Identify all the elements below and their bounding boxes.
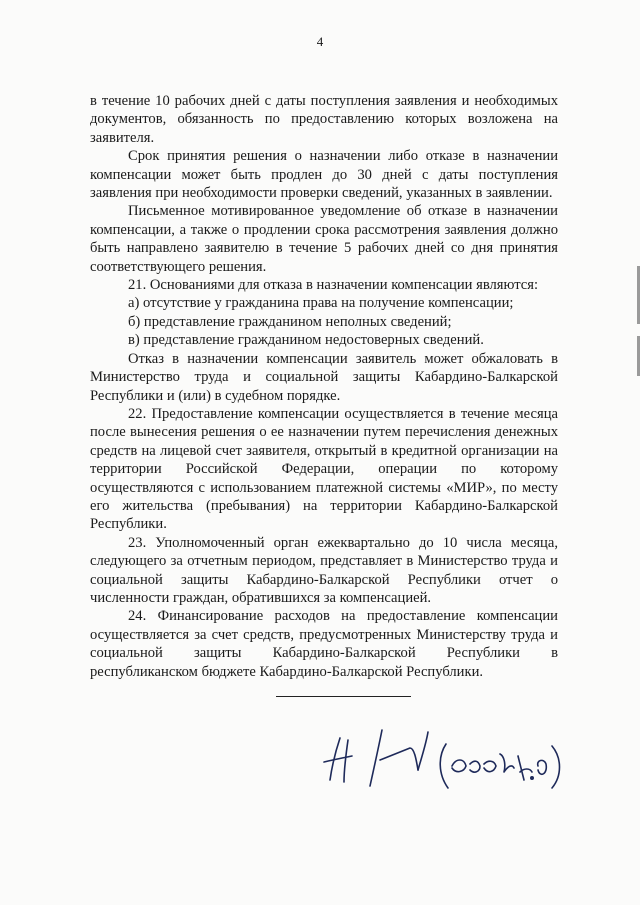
paragraph-24: 24. Финансирование расходов на предоставление компенсации осуществляется за счет средств, предусмотренных Министерству труда и социальной защиты Кабардино-Балкарской Республики в республиканском бюджете Кабардино-Балкарской Республики. (90, 608, 558, 680)
paragraph-refusal-notice: Письменное мотивированное уведомление об отказе в назначении компенсации, а также о продлении срока рассмотрения заявления должно быть направлено заявителю в течение 5 рабочих дней со дня принятия соответствующего решения. (90, 203, 558, 275)
list-item-b: б) представление гражданином неполных сведений; (128, 313, 452, 330)
page-number: 4 (316, 34, 324, 49)
list-item-c: в) представление гражданином недостоверных сведений. (128, 332, 484, 349)
paragraph-continuation: в течение 10 рабочих дней с даты поступления заявления и необходимых документов, обязанность по предоставлению которых возложена на заявителя. (90, 93, 558, 146)
handwritten-signature (318, 718, 568, 798)
paragraph-21-heading: 21. Основаниями для отказа в назначении компенсации являются: (128, 277, 539, 294)
end-divider (276, 696, 411, 697)
paragraph-decision-term: Срок принятия решения о назначении либо отказе в назначении компенсации может быть продлен до 30 дней с даты поступления заявления при необходимости проверки сведений, указанных в заявлении. (90, 148, 558, 202)
paragraph-23: 23. Уполномоченный орган ежеквартально до 10 числа месяца, следующего за отчетным периодом, представляет в Министерство труда и социальной защиты Кабардино-Балкарской Республики отчет о численности граждан, обратившихся за компенсацией. (90, 534, 558, 606)
document-body (90, 92, 558, 681)
list-item-a: а) отсутствие у гражданина права на получение компенсации; (128, 295, 514, 312)
paragraph-22: 22. Предоставление компенсации осуществляется в течение месяца после вынесения решения о ее назначении путем перечисления денежных средств на лицевой счет заявителя, открытый в кредитной организации на территории Российской Федерации, операции по которому осуществляются с использованием платежной системы «МИР», по месту его жительства (пребывания) на территории Кабардино-Балкарской Республики. (90, 405, 558, 533)
paragraph-appeal: Отказ в назначении компенсации заявитель может обжаловать в Министерство труда и социальной защиты Кабардино-Балкарской Республики и (или) в судебном порядке. (90, 350, 558, 404)
